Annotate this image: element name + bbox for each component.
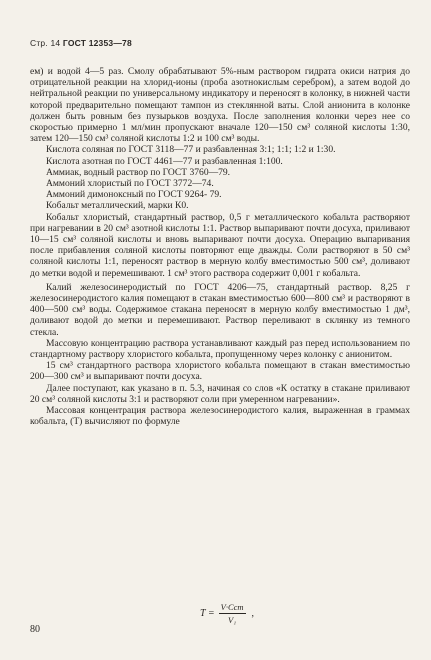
formula-numerator: V·Cст: [220, 602, 244, 612]
page-label: Стр. 14: [30, 38, 61, 48]
paragraph-standard-solution: 15 см³ стандартного раствора хлористого кобальта помещают в стакан вместимостью 200—300 см³ и выпаривают почти досуха.: [30, 360, 410, 383]
body-text: [30, 66, 410, 428]
formula-fraction: [219, 602, 246, 625]
formula-denominator: V₁: [228, 615, 237, 625]
reagent-ammonium-dimonox: Аммоний димоноксный по ГОСТ 9264- 79.: [46, 189, 222, 201]
paragraph-potassium-ferrocyanide: Калий железосинеродистый по ГОСТ 4206—75, стандартный раствор. 8,25 г железосинеродистого калия помещают в стакан вместимостью 600—800 см³ и растворяют в 400—500 см³ воды. Содержимое стакана переносят в мерную колбу вместимостью 1 дм³, доливают водой до метки и перемешивают. Раствор переливают в склянку из темного стекла.: [30, 281, 410, 338]
running-header: [30, 38, 132, 48]
formula-lhs: T =: [200, 608, 215, 619]
paragraph-concentration-setting: Массовую концентрацию раствора устанавливают каждый раз перед использованием по стандартному раствору хлористого кобальта, пропущенному через колонку с анионитом.: [30, 337, 410, 361]
paragraph-continuation: ем) и водой 4—5 раз. Смолу обрабатывают 5%-ным раствором гидрата окиси натрия до отрицательной реакции на хлорид-ионы (проба азотнокислым серебром), а затем водой до нейтральной реакции по универсальному индикатору и переносят в колонку, в нижней части которой предварительно помещают тампон из стеклянной ваты. Слой анионита в колонке должен быть ровным без пузырьков воздуха. После заполнения колонки через нее со скоростью примерно 1 мл/мин пропускают вначале 120—150 см³ соляной кислоты 1:30, затем 120—150 см³ соляной кислоты 1:2 и 100 см³ воды.: [30, 66, 410, 145]
paragraph-procedure-reference: Далее поступают, как указано в п. 5.3, начиная со слов «К остатку в стакане приливают 20 см³ соляной кислоты 3:1 и растворяют соли при умеренном нагревании».: [30, 382, 410, 405]
paragraph-formula-intro: Массовая концентрация раствора железосинеродистого калия, выраженная в граммах кобальта, (T) вычисляют по формуле: [30, 405, 410, 428]
formula: [200, 602, 254, 625]
reagent-nitric-acid: Кислота азотная по ГОСТ 4461—77 и разбавленная 1:100.: [46, 155, 283, 167]
standard-code: ГОСТ 12353—78: [62, 38, 132, 48]
reagent-cobalt-metal: Кобальт металлический, марки К0.: [46, 200, 189, 212]
reagent-hydrochloric-acid: Кислота соляная по ГОСТ 3118—77 и разбавленная 3:1; 1:1; 1:2 и 1:30.: [46, 144, 336, 156]
reagent-ammonium-chloride: Аммоний хлористый по ГОСТ 3772—74.: [46, 178, 214, 190]
paragraph-cobalt-chloride: Кобальт хлористый, стандартный раствор, 0,5 г металлического кобальта растворяют при нагревании в 20 см³ азотной кислоты 1:1. Раствор выпаривают почти досуха, приливают 10—15 см³ соляной кислоты и вновь выпаривают почти досуха. Операцию выпаривания после прибавления соляной кислоты повторяют еще дважды. Соли растворяют в 50 см³ соляной кислоты 1:1, переносят раствор в мерную колбу вместимостью 500 см³, доливают до метки водой и перемешивают. 1 см³ этого раствора содержит 0,001 г кобальта.: [30, 211, 410, 279]
formula-trailing: ,: [251, 608, 255, 619]
reagent-ammonia: Аммиак, водный раствор по ГОСТ 3760—79.: [46, 166, 231, 178]
page-number: 80: [30, 624, 40, 635]
